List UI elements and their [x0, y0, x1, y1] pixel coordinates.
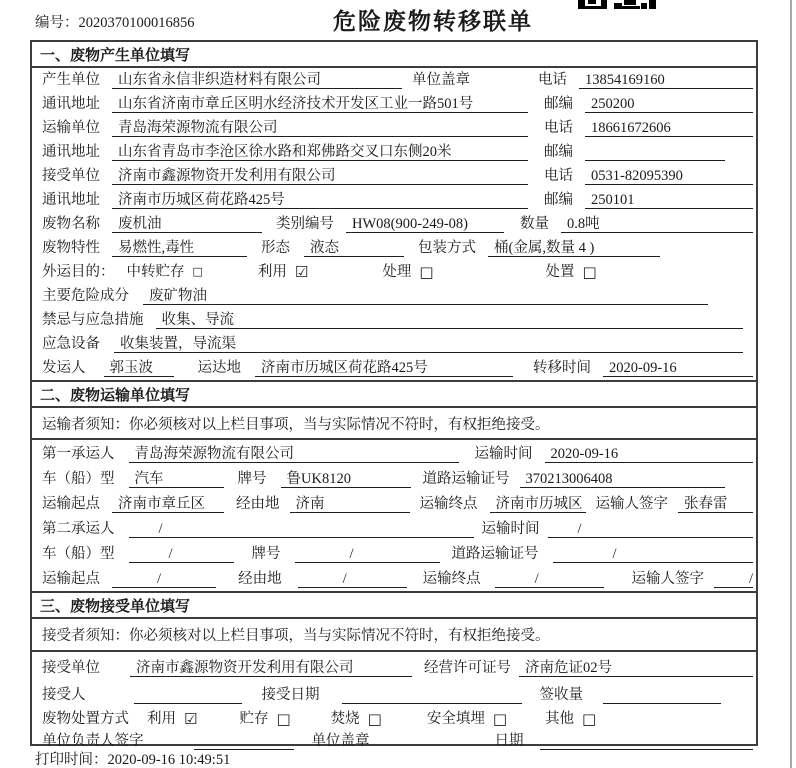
waste-name-row [32, 212, 756, 236]
equipment-field: 收集装置，导流渠 [114, 335, 743, 353]
destination-label: 运达地 [197, 360, 241, 376]
serial-number [35, 11, 195, 32]
receiver-notice: 接受者须知：你必须核对以上栏目事项，当与实际情况不符时，有权拒绝接受。 [32, 619, 756, 652]
incinerate-checkbox: □ [367, 710, 382, 728]
traits-field: 易燃性,毒性 [112, 239, 247, 257]
purpose-option-label: 中转贮存 [126, 264, 185, 280]
acceptor-field [134, 686, 242, 704]
taboo-label: 禁忌与应急措施 [42, 312, 144, 328]
transporter-row [32, 116, 756, 140]
second-carrier-row [32, 516, 756, 541]
zip-label: 邮编 [544, 144, 573, 160]
store-checkbox: □ [276, 710, 291, 728]
receiver-address-row [32, 188, 756, 212]
first-carrier-field: 青岛海荣源物流有限公司 [129, 445, 459, 463]
destination-field: 济南市历城区荷花路425号 [255, 359, 513, 377]
transport-time-field: / [548, 520, 754, 538]
treat-checkbox: □ [419, 263, 434, 281]
plate-field: / [295, 545, 440, 563]
carrier-sign-field: 张春雷 [678, 495, 753, 513]
road-license-label: 道路运输证号 [422, 471, 510, 487]
transporter-phone-field: 18661672606 [585, 119, 753, 137]
transport-time-label: 运输时间 [481, 521, 540, 537]
landfill-checkbox: □ [492, 710, 508, 728]
disposal-method-row [32, 707, 756, 731]
shipper-row [32, 356, 756, 380]
producer-label: 产生单位 [42, 72, 100, 88]
shipper-label: 发运人 [42, 360, 86, 376]
origin-label: 运输起点 [42, 496, 100, 512]
purpose-row [32, 260, 756, 284]
road-license-label: 道路运输证号 [451, 546, 539, 562]
transporter-notice: 运输者须知：你必须核对以上栏目事项，当与实际情况不符时，有权拒绝接受。 [32, 408, 756, 440]
address-label: 通讯地址 [42, 144, 100, 160]
accept-date-field [342, 686, 522, 704]
road-license-field: 370213006408 [520, 470, 725, 488]
accept-unit-row [32, 652, 756, 680]
package-field: 桶(金属,数量 4 ) [488, 239, 660, 257]
vehicle1-row [32, 466, 756, 491]
traits-label: 废物特性 [42, 240, 100, 256]
second-carrier-label: 第二承运人 [42, 521, 115, 537]
category-field: HW08(900-249-08) [346, 215, 504, 233]
category-label: 类别编号 [276, 216, 334, 232]
vehicle-type-field: 汽车 [129, 470, 224, 488]
transfer-time-field: 2020-09-16 [603, 359, 753, 377]
producer-row [32, 68, 756, 92]
plate-label: 牌号 [251, 546, 281, 562]
receiver-row [32, 164, 756, 188]
vehicle2-row [32, 541, 756, 566]
accept-unit-field: 济南市鑫源物资开发利用有限公司 [130, 659, 412, 677]
second-carrier-field: / [129, 520, 474, 538]
utilize-checkbox-checked: ☑ [294, 263, 309, 281]
transport-time-field: 2020-09-16 [545, 445, 754, 463]
transporter-address-row [32, 140, 756, 164]
terminus-label: 运输终点 [419, 496, 478, 512]
manager-sign-label: 单位负责人签字 [42, 733, 144, 749]
print-timestamp [35, 748, 230, 768]
first-carrier-label: 第一承运人 [42, 446, 115, 462]
transfer-storage-checkbox: □ [192, 265, 203, 278]
serial-label: 编号： [35, 15, 79, 31]
via-label: 经由地 [236, 496, 280, 512]
utilize-checkbox-checked: ☑ [184, 710, 198, 728]
taboo-row [32, 308, 756, 332]
first-carrier-row [32, 440, 756, 466]
transporter-field: 青岛海荣源物流有限公司 [112, 119, 528, 137]
section3-header: 三、废物接受单位填写 [32, 591, 756, 619]
purpose-option-label: 处置 [545, 264, 575, 280]
plate-field: 鲁UK8120 [281, 470, 411, 488]
route1-row [32, 491, 756, 516]
road-license-field: / [553, 545, 754, 563]
equipment-row [32, 332, 756, 356]
page-title: 危险废物转移联单 [333, 9, 533, 34]
purpose-option-label: 利用 [257, 264, 287, 280]
zip-label: 邮编 [544, 192, 573, 208]
disposal-option-label: 贮存 [239, 711, 269, 727]
receiver-label: 接受单位 [42, 168, 100, 184]
hazard-field: 废矿物油 [143, 287, 708, 305]
origin-field: / [112, 570, 216, 588]
hazard-label: 主要危险成分 [42, 288, 129, 304]
signed-quantity-label: 签收量 [539, 687, 583, 703]
equipment-label: 应急设备 [42, 336, 100, 352]
terminus-field: / [495, 570, 604, 588]
other-checkbox: □ [582, 710, 597, 728]
waste-name-label: 废物名称 [42, 216, 100, 232]
page-edge-divider [790, 0, 792, 768]
via-field: 济南 [290, 495, 410, 513]
producer-phone-label: 电话 [538, 72, 567, 88]
receiver-address-field: 济南市历城区荷花路425号 [112, 191, 528, 209]
transporter-zip-field [585, 143, 725, 161]
waste-name-field: 废机油 [112, 215, 262, 233]
manifest-form-table [30, 40, 758, 749]
unit-seal-label: 单位盖章 [311, 733, 370, 749]
disposal-option-label: 焚烧 [330, 711, 360, 727]
receiver-phone-label: 电话 [544, 168, 573, 184]
operating-license-label: 经营许可证号 [424, 660, 511, 676]
shipper-field: 郭玉波 [104, 359, 174, 377]
producer-field: 山东省永信非织造材料有限公司 [112, 71, 402, 89]
transport-time-label: 运输时间 [474, 446, 533, 462]
hazard-row [32, 284, 756, 308]
terminus-label: 运输终点 [422, 571, 481, 587]
carrier-sign-field: / [714, 570, 753, 588]
quantity-field: 0.8吨 [561, 215, 753, 233]
via-field: / [298, 570, 407, 588]
unit-seal-label: 单位盖章 [412, 72, 470, 88]
print-time-label: 打印时间： [35, 752, 108, 768]
operating-license-field: 济南危证02号 [519, 659, 753, 677]
producer-phone-field: 13854169160 [579, 71, 753, 89]
origin-label: 运输起点 [42, 571, 100, 587]
zip-label: 邮编 [544, 96, 573, 112]
vehicle-type-field: / [129, 545, 234, 563]
purpose-option-label: 处理 [382, 264, 412, 280]
via-label: 经由地 [238, 571, 282, 587]
producer-address-row [32, 92, 756, 116]
disposal-option-label: 利用 [147, 711, 176, 727]
print-time-value: 2020-09-16 10:49:51 [107, 752, 231, 768]
accept-unit-label: 接受单位 [42, 660, 100, 676]
date-label: 日期 [494, 733, 524, 749]
date-field [540, 732, 754, 750]
route2-row [32, 566, 756, 591]
transfer-time-label: 转移时间 [533, 360, 591, 376]
serial-value: 2020370100016856 [78, 15, 195, 31]
origin-field: 济南市章丘区 [112, 495, 224, 513]
quantity-label: 数量 [520, 216, 549, 232]
address-label: 通讯地址 [42, 192, 100, 208]
disposal-method-label: 废物处置方式 [42, 711, 129, 727]
terminus-field: 济南市历城区 [490, 495, 586, 513]
form-field: 液态 [304, 239, 404, 257]
transporter-phone-label: 电话 [544, 120, 573, 136]
receiver-zip-field: 250101 [585, 191, 753, 209]
section2-header: 二、废物运输单位填写 [32, 380, 756, 408]
carrier-sign-label: 运输人签字 [595, 496, 668, 512]
receiver-phone-field: 0531-82095390 [585, 167, 753, 185]
address-label: 通讯地址 [42, 96, 100, 112]
disposal-option-label: 其他 [545, 711, 575, 727]
plate-label: 牌号 [237, 471, 267, 487]
acceptor-row [32, 680, 756, 707]
package-label: 包装方式 [418, 240, 476, 256]
acceptor-label: 接受人 [42, 687, 86, 703]
qr-code-icon [578, 0, 656, 9]
disposal-option-label: 安全填埋 [426, 711, 485, 727]
producer-zip-field: 250200 [585, 95, 753, 113]
waste-traits-row [32, 236, 756, 260]
signed-quantity-field [603, 686, 721, 704]
vehicle-type-label: 车（船）型 [42, 546, 115, 562]
section1-header: 一、废物产生单位填写 [32, 42, 756, 68]
transporter-label: 运输单位 [42, 120, 100, 136]
accept-date-label: 接受日期 [261, 687, 320, 703]
form-label: 形态 [261, 240, 290, 256]
vehicle-type-label: 车（船）型 [42, 471, 115, 487]
purpose-label: 外运目的： [42, 264, 115, 280]
transporter-address-field: 山东省青岛市李沧区徐水路和郑佛路交叉口东侧20米 [112, 143, 528, 161]
dispose-checkbox: □ [582, 263, 597, 281]
receiver-field: 济南市鑫源物资开发利用有限公司 [112, 167, 528, 185]
taboo-field: 收集、导流 [156, 311, 744, 329]
producer-address-field: 山东省济南市章丘区明水经济技术开发区工业一路501号 [112, 95, 528, 113]
carrier-sign-label: 运输人签字 [631, 571, 705, 587]
